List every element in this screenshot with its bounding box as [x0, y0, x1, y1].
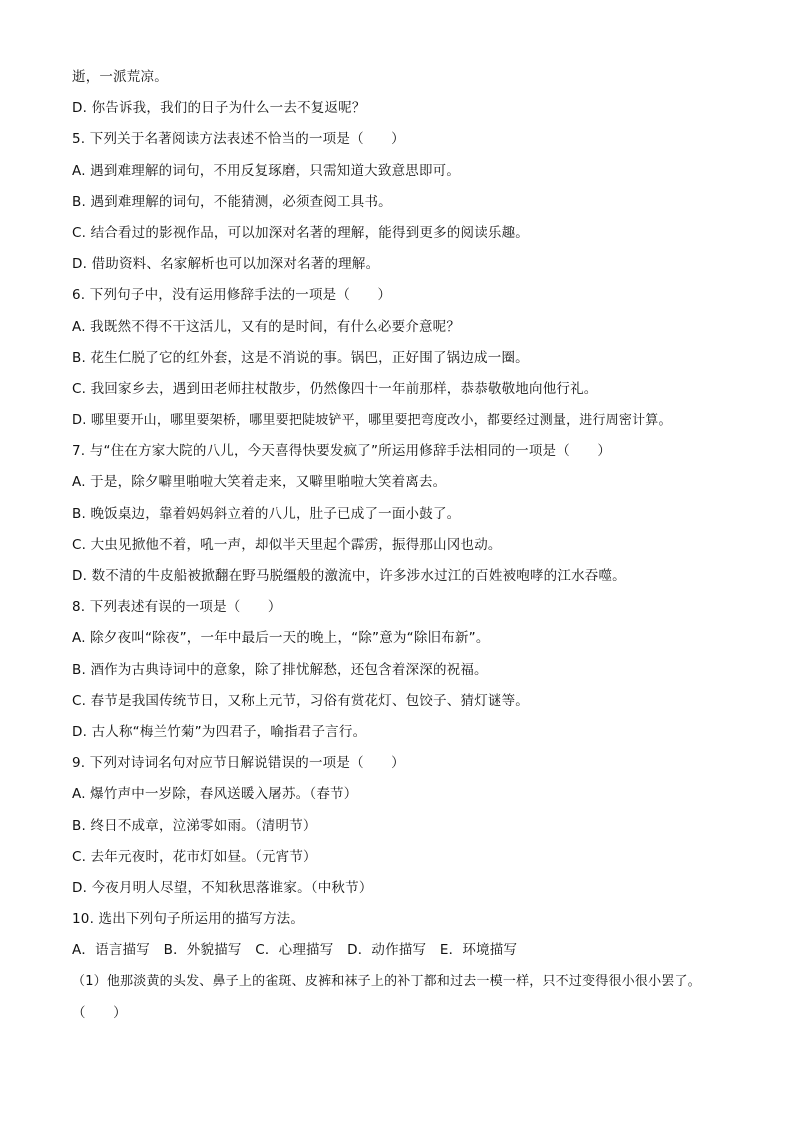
subquestion-line: （1）他那淡黄的头发、鼻子上的雀斑、皮裤和袜子上的补丁都和过去一模一样，只不过变得很小很小罢了。: [72, 974, 701, 990]
option-line: D. 古人称“梅兰竹菊”为四君子，喻指君子言行。: [72, 723, 367, 740]
option-line: C. 去年元夜时，花市灯如昼。（元宵节）: [72, 848, 317, 865]
question-line: 7. 与“住在方家大院的八儿，今天喜得快要发疯了”所运用修辞手法相同的一项是（ ）: [72, 443, 612, 460]
option-line: A. 我既然不得不干这活儿，又有的是时间，有什么必要介意呢？: [72, 318, 461, 335]
document-page: [72, 62, 752, 1029]
option-line: D. 数不清的牛皮船被掀翻在野马脱缰般的激流中，许多涉水过江的百姓被咆哮的江水吞噬。: [72, 568, 626, 584]
option-line: B. 晚饭桌边，靠着妈妈斜立着的八儿，肚子已成了一面小鼓了。: [72, 505, 461, 522]
question-line: 8. 下列表述有误的一项是（ ）: [72, 599, 282, 616]
option-line: B. 酒作为古典诗词中的意象，除了排忧解愁，还包含着深深的祝福。: [72, 661, 488, 678]
question-line: 5. 下列关于名著阅读方法表述不恰当的一项是（ ）: [72, 131, 405, 148]
question-line: 9. 下列对诗词名句对应节日解说错误的一项是（ ）: [72, 755, 405, 772]
question-line: 6. 下列句子中，没有运用修辞手法的一项是（ ）: [72, 287, 392, 304]
option-line: B. 遇到难理解的词句，不能猜测，必须查阅工具书。: [72, 193, 392, 210]
option-line: B. 花生仁脱了它的红外套，这是不消说的事。锅巴，正好围了锅边成一圈。: [72, 349, 529, 366]
answer-blank: （ ）: [72, 1004, 127, 1021]
question-line: 10. 选出下列句子所运用的描写方法。: [72, 911, 305, 928]
choice-list-line: A．语言描写 B．外貌描写 C．心理描写 D．动作描写 E．环境描写: [72, 942, 518, 959]
option-line: D. 借助资料、名家解析也可以加深对名著的理解。: [72, 256, 380, 273]
option-line: A. 除夕夜叫“除夜”，一年中最后一天的晚上，“除”意为“除旧布新”。: [72, 630, 490, 647]
text-line: 逝，一派荒凉。: [72, 69, 168, 85]
option-line: D. 今夜月明人尽望，不知秋思落谁家。（中秋节）: [72, 879, 373, 896]
option-line: A. 遇到难理解的词句，不用反复琢磨，只需知道大致意思即可。: [72, 162, 461, 179]
option-line: A. 于是，除夕噼里啪啦大笑着走来，又噼里啪啦大笑着离去。: [72, 474, 447, 491]
option-line: C. 春节是我国传统节日，又称上元节，习俗有赏花灯、包饺子、猜灯谜等。: [72, 692, 530, 709]
option-line: C. 结合看过的影视作品，可以加深对名著的理解，能得到更多的阅读乐趣。: [72, 224, 530, 241]
option-line: D. 哪里要开山，哪里要架桥，哪里要把陡坡铲平，哪里要把弯度改小，都要经过测量，进行周密计算。: [72, 413, 672, 429]
option-line: D. 你告诉我，我们的日子为什么一去不复返呢？: [72, 100, 366, 117]
option-line: C. 大虫见掀他不着，吼一声，却似半天里起个霹雳，振得那山冈也动。: [72, 536, 502, 553]
option-line: B. 终日不成章，泣涕零如雨。（清明节）: [72, 817, 317, 834]
option-line: A. 爆竹声中一岁除，春风送暖入屠苏。（春节）: [72, 786, 358, 803]
option-line: C. 我回家乡去，遇到田老师拄杖散步，仍然像四十一年前那样，恭恭敬敬地向他行礼。: [72, 380, 598, 397]
